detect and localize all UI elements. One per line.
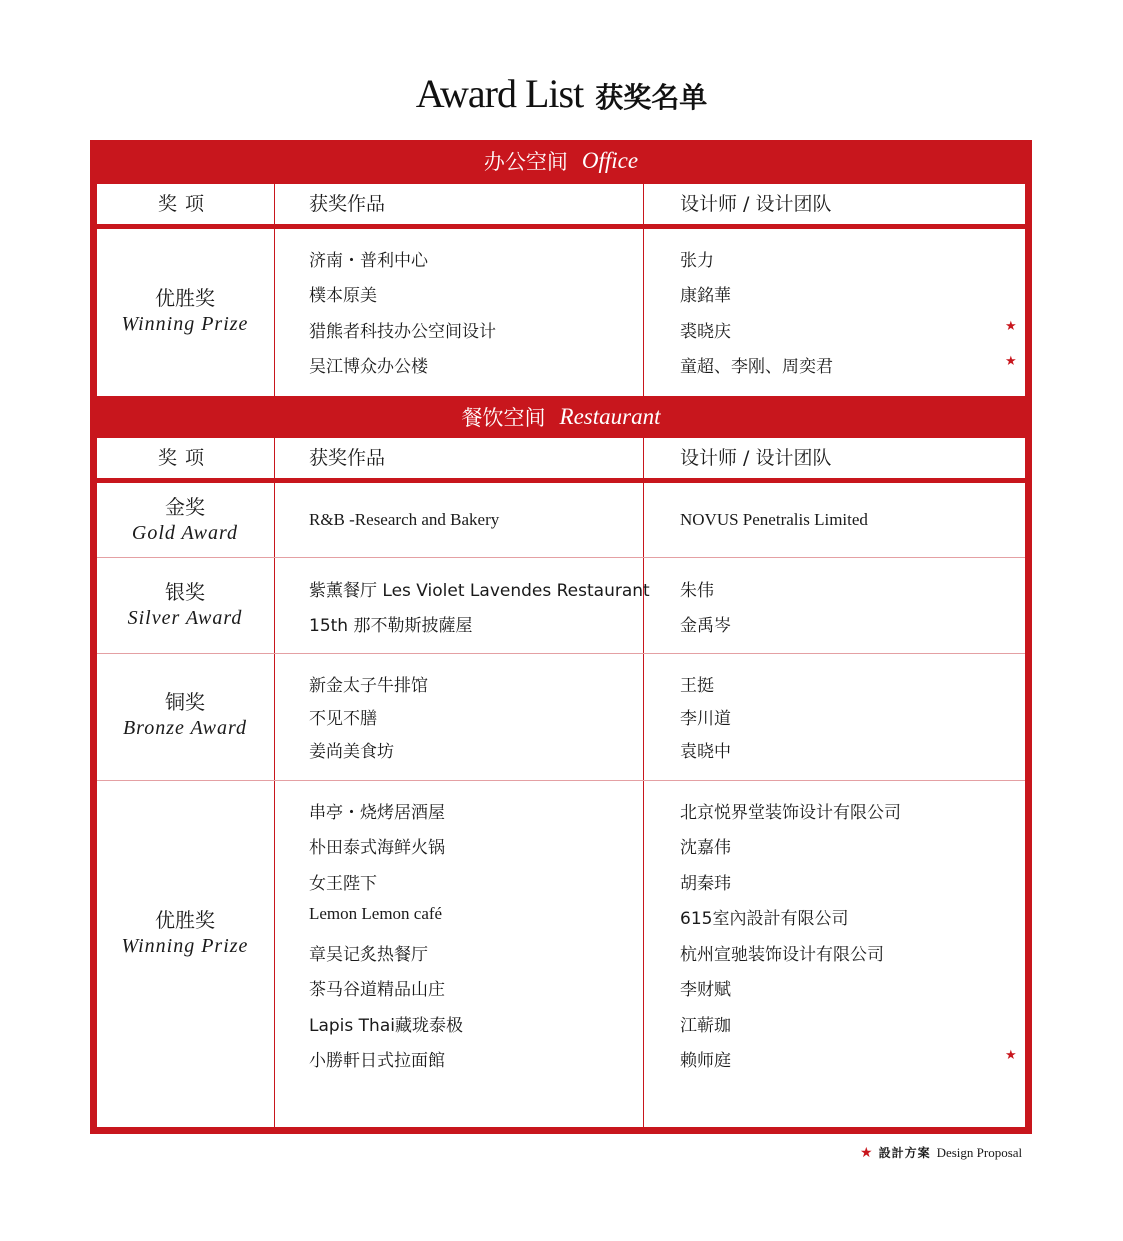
designer-entry: 裘晓庆 [680,322,731,342]
work-entry: 姜尚美食坊 [309,742,394,762]
award-table-inner [97,140,1025,1127]
legend-english: Design Proposal [936,1145,1023,1160]
header-designer: 设计师 / 设计团队 [680,447,832,469]
designer-entry: 李川道 [680,709,731,729]
silver-award [97,579,273,631]
header-work: 获奖作品 [309,193,386,215]
office-band-english: Office [581,148,639,173]
designer-entry: 康銘華 [680,286,731,306]
designer-entry: 赖师庭 [680,1051,731,1071]
work-entry: 女王陛下 [309,874,377,894]
designer-entry: 江蕲珈 [680,1016,731,1036]
column-divider [643,229,644,396]
header-divider [643,184,644,224]
header-divider [274,438,275,478]
header-work: 获奖作品 [309,447,386,469]
legend [860,1144,1022,1161]
designer-entry: 沈嘉伟 [680,838,731,858]
work-entry: 新金太子牛排馆 [309,676,428,696]
gold-award [97,494,273,546]
bronze-award [97,689,273,741]
work-entry: 章吴记炙热餐厅 [309,945,428,965]
award-name-english: Winning Prize [121,313,249,335]
header-award: 奖项 [157,193,212,215]
work-entry: 茶马谷道精品山庄 [309,980,445,1000]
designer-entry: 胡秦玮 [680,874,731,894]
work-entry: 15th 那不勒斯披薩屋 [309,616,473,636]
designer-entry: 北京悦界堂装饰设计有限公司 [680,803,901,823]
column-divider [274,229,275,396]
designer-entry: NOVUS Penetralis Limited [680,510,868,529]
header-designer: 设计师 / 设计团队 [680,193,832,215]
award-name-english: Bronze Award [122,717,248,739]
row-divider [97,780,1025,781]
work-entry: 朴田泰式海鲜火锅 [309,838,445,858]
award-name-english: Gold Award [131,522,239,544]
office-body [97,229,1025,396]
office-band-chinese: 办公空间 [483,150,568,174]
designer-entry: 李财赋 [680,980,731,1000]
designer-entry: 615室內設計有限公司 [680,909,849,929]
work-entry: Lemon Lemon café [309,904,443,923]
work-entry: 紫薰餐厅 Les Violet Lavendes Restaurant [309,581,650,601]
design-proposal-star-icon: ★ [1005,319,1017,334]
award-name-chinese: 金奖 [165,495,205,519]
title-english: Award List [415,71,584,116]
work-entry: 猎熊者科技办公空间设计 [309,322,496,342]
award-table [90,140,1032,1134]
award-name-english: Silver Award [127,607,243,629]
restaurant-body [97,483,1025,1127]
designer-entry: 朱伟 [680,581,714,601]
header-divider [643,438,644,478]
award-name-chinese: 银奖 [165,580,205,604]
restaurant-winning-award [97,907,273,959]
award-name-chinese: 铜奖 [165,690,205,714]
restaurant-band-chinese: 餐饮空间 [461,406,546,430]
star-icon: ★ [860,1145,873,1161]
office-column-header [97,184,1025,224]
designer-entry: 袁晓中 [680,742,731,762]
award-name-english: Winning Prize [121,935,249,957]
award-name-chinese: 优胜奖 [155,286,215,310]
designer-entry: 童超、李刚、周奕君 [680,357,833,377]
design-proposal-star-icon: ★ [1005,1048,1017,1063]
award-name-chinese: 优胜奖 [155,908,215,932]
work-entry: 串亭・烧烤居酒屋 [309,803,445,823]
office-winning-award [97,285,273,337]
work-entry: 吴江博众办公楼 [309,357,428,377]
work-entry: R&B -Research and Bakery [309,510,500,529]
office-section-band [97,140,1025,182]
legend-chinese: 設計方案 [878,1146,931,1160]
work-entry: 不见不膳 [309,709,377,729]
row-divider [97,653,1025,654]
page-title [0,70,1123,117]
restaurant-band-english: Restaurant [559,404,661,429]
header-award: 奖项 [157,447,212,469]
work-entry: Lapis Thai藏珑泰极 [309,1016,463,1036]
header-divider [274,184,275,224]
restaurant-section-band [97,396,1025,438]
designer-entry: 金禹岑 [680,616,731,636]
column-divider [274,483,275,1127]
design-proposal-star-icon: ★ [1005,354,1017,369]
work-entry: 济南・普利中心 [309,251,428,271]
designer-entry: 王挺 [680,676,714,696]
row-divider [97,557,1025,558]
designer-entry: 张力 [680,251,714,271]
work-entry: 小勝軒日式拉面館 [309,1051,445,1071]
work-entry: 樸本原美 [309,286,377,306]
title-chinese: 获奖名单 [595,81,708,114]
designer-entry: 杭州宣驰装饰设计有限公司 [680,945,884,965]
restaurant-column-header [97,438,1025,478]
